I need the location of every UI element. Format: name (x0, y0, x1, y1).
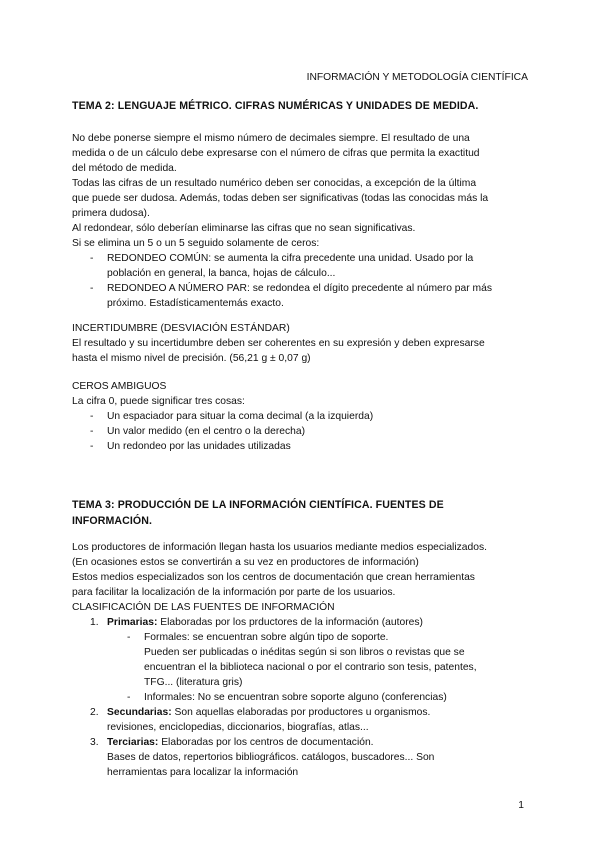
text-line: revisiones, enciclopedias, diccionarios, biografías, atlas... (107, 722, 369, 733)
text-line: encuentran el la biblioteca nacional o por el contrario son tesis, patentes, (144, 662, 477, 673)
text-line: herramientas para localizar la información (107, 767, 299, 778)
term-label: Primarias: (107, 617, 158, 628)
page-number: 1 (518, 800, 524, 811)
tema2-paragraph (72, 131, 488, 251)
text-line: que puede ser dudosa. Además, todas deben ser significativas (todas las conocidas más la (72, 193, 489, 204)
text-line: medida o de un cálculo debe expresarse con el número de cifras que permita la exactitud (72, 148, 480, 159)
uncertainty-section (72, 321, 485, 366)
text-line: REDONDEO COMÚN: se aumenta la cifra precedente una unidad. Usado por la (107, 253, 474, 264)
zeros-section (72, 379, 245, 409)
list-number: 2. (90, 707, 99, 718)
list-bullet: - (90, 253, 94, 264)
text-line: El resultado y su incertidumbre deben ser coherentes en su expresión y deben expresarse (72, 338, 485, 349)
text-line: Estos medios especializados son los centros de documentación que crean herramientas (72, 572, 475, 583)
text-line: Pueden ser publicadas o inéditas según si son libros o revistas que se (144, 647, 465, 658)
list-item-secundarias (107, 705, 430, 735)
text-line: Los productores de información llegan hasta los usuarios mediante medios especializados. (72, 542, 487, 553)
term-label: Secundarias: (107, 707, 172, 718)
text-line: Formales: se encuentran sobre algún tipo de soporte. (144, 632, 389, 643)
list-item-formales (144, 630, 477, 690)
term-text: Elaboradas por los centros de documentación. (158, 737, 374, 748)
section-heading: INCERTIDUMBRE (DESVIACIÓN ESTÁNDAR) (72, 323, 290, 334)
section-heading: CEROS AMBIGUOS (72, 381, 167, 392)
term-text: Son aquellas elaboradas por productores u organismos. (171, 707, 431, 718)
text-line: Todas las cifras de un resultado numérico deben ser conocidas, a excepción de la última (72, 178, 477, 189)
text-line: (En ocasiones estos se convertirán a su vez en productores de información) (72, 557, 419, 568)
list-item: Un redondeo por las unidades utilizadas (107, 441, 291, 452)
text-line: hasta el mismo nivel de precisión. (56,21 g ± 0,07 g) (72, 353, 311, 364)
list-bullet: - (127, 632, 131, 643)
term-label: Terciarias: (107, 737, 159, 748)
list-item-terciarias (107, 735, 434, 780)
text-line: CLASIFICACIÓN DE LAS FUENTES DE INFORMACIÓN (72, 602, 335, 613)
tema3-paragraph (72, 540, 487, 615)
text-line: Al redondear, sólo deberían eliminarse las cifras que no sean significativas. (72, 223, 416, 234)
text-line: Bases de datos, repertorios bibliográficos. catálogos, buscadores... Son (107, 752, 435, 763)
text-line: del método de medida. (72, 163, 177, 174)
list-bullet: - (90, 283, 94, 294)
list-item-primarias (107, 615, 423, 630)
list-bullet: - (127, 692, 131, 703)
list-bullet: - (90, 441, 94, 452)
list-bullet: - (90, 411, 94, 422)
title-line: INFORMACIÓN. (72, 515, 153, 527)
running-header: INFORMACIÓN Y METODOLOGÍA CIENTÍFICA (306, 72, 528, 83)
list-bullet: - (90, 426, 94, 437)
text-line: TFG... (literatura gris) (144, 677, 243, 688)
text-line: REDONDEO A NÚMERO PAR: se redondea el dígito precedente al número par más (107, 283, 492, 294)
text-line: La cifra 0, puede significar tres cosas: (72, 396, 245, 407)
text-line: No debe ponerse siempre el mismo número de decimales siempre. El resultado de una (72, 133, 470, 144)
tema3-title (72, 497, 444, 529)
list-number: 3. (90, 737, 99, 748)
list-item: Un valor medido (en el centro o la derecha) (107, 426, 306, 437)
text-line: primera dudosa). (72, 208, 150, 219)
list-number: 1. (90, 617, 99, 628)
tema2-title: TEMA 2: LENGUAJE MÉTRICO. CIFRAS NUMÉRICAS Y UNIDADES DE MEDIDA. (72, 100, 479, 112)
list-item-redondeo-comun (107, 251, 473, 281)
text-line: para facilitar la localización de la información por parte de los usuarios. (72, 587, 396, 598)
text-line: Si se elimina un 5 o un 5 seguido solamente de ceros: (72, 238, 320, 249)
list-item: Un espaciador para situar la coma decimal (a la izquierda) (107, 411, 374, 422)
text-line: población en general, la banca, hojas de cálculo... (107, 268, 336, 279)
term-text: Elaboradas por los prductores de la información (autores) (157, 617, 423, 628)
list-item-redondeo-par (107, 281, 492, 311)
list-item-informales: Informales: No se encuentran sobre soporte alguno (conferencias) (144, 692, 447, 703)
title-line: TEMA 3: PRODUCCIÓN DE LA INFORMACIÓN CIENTÍFICA. FUENTES DE (72, 499, 444, 511)
text-line: próximo. Estadísticamentemás exacto. (107, 298, 284, 309)
